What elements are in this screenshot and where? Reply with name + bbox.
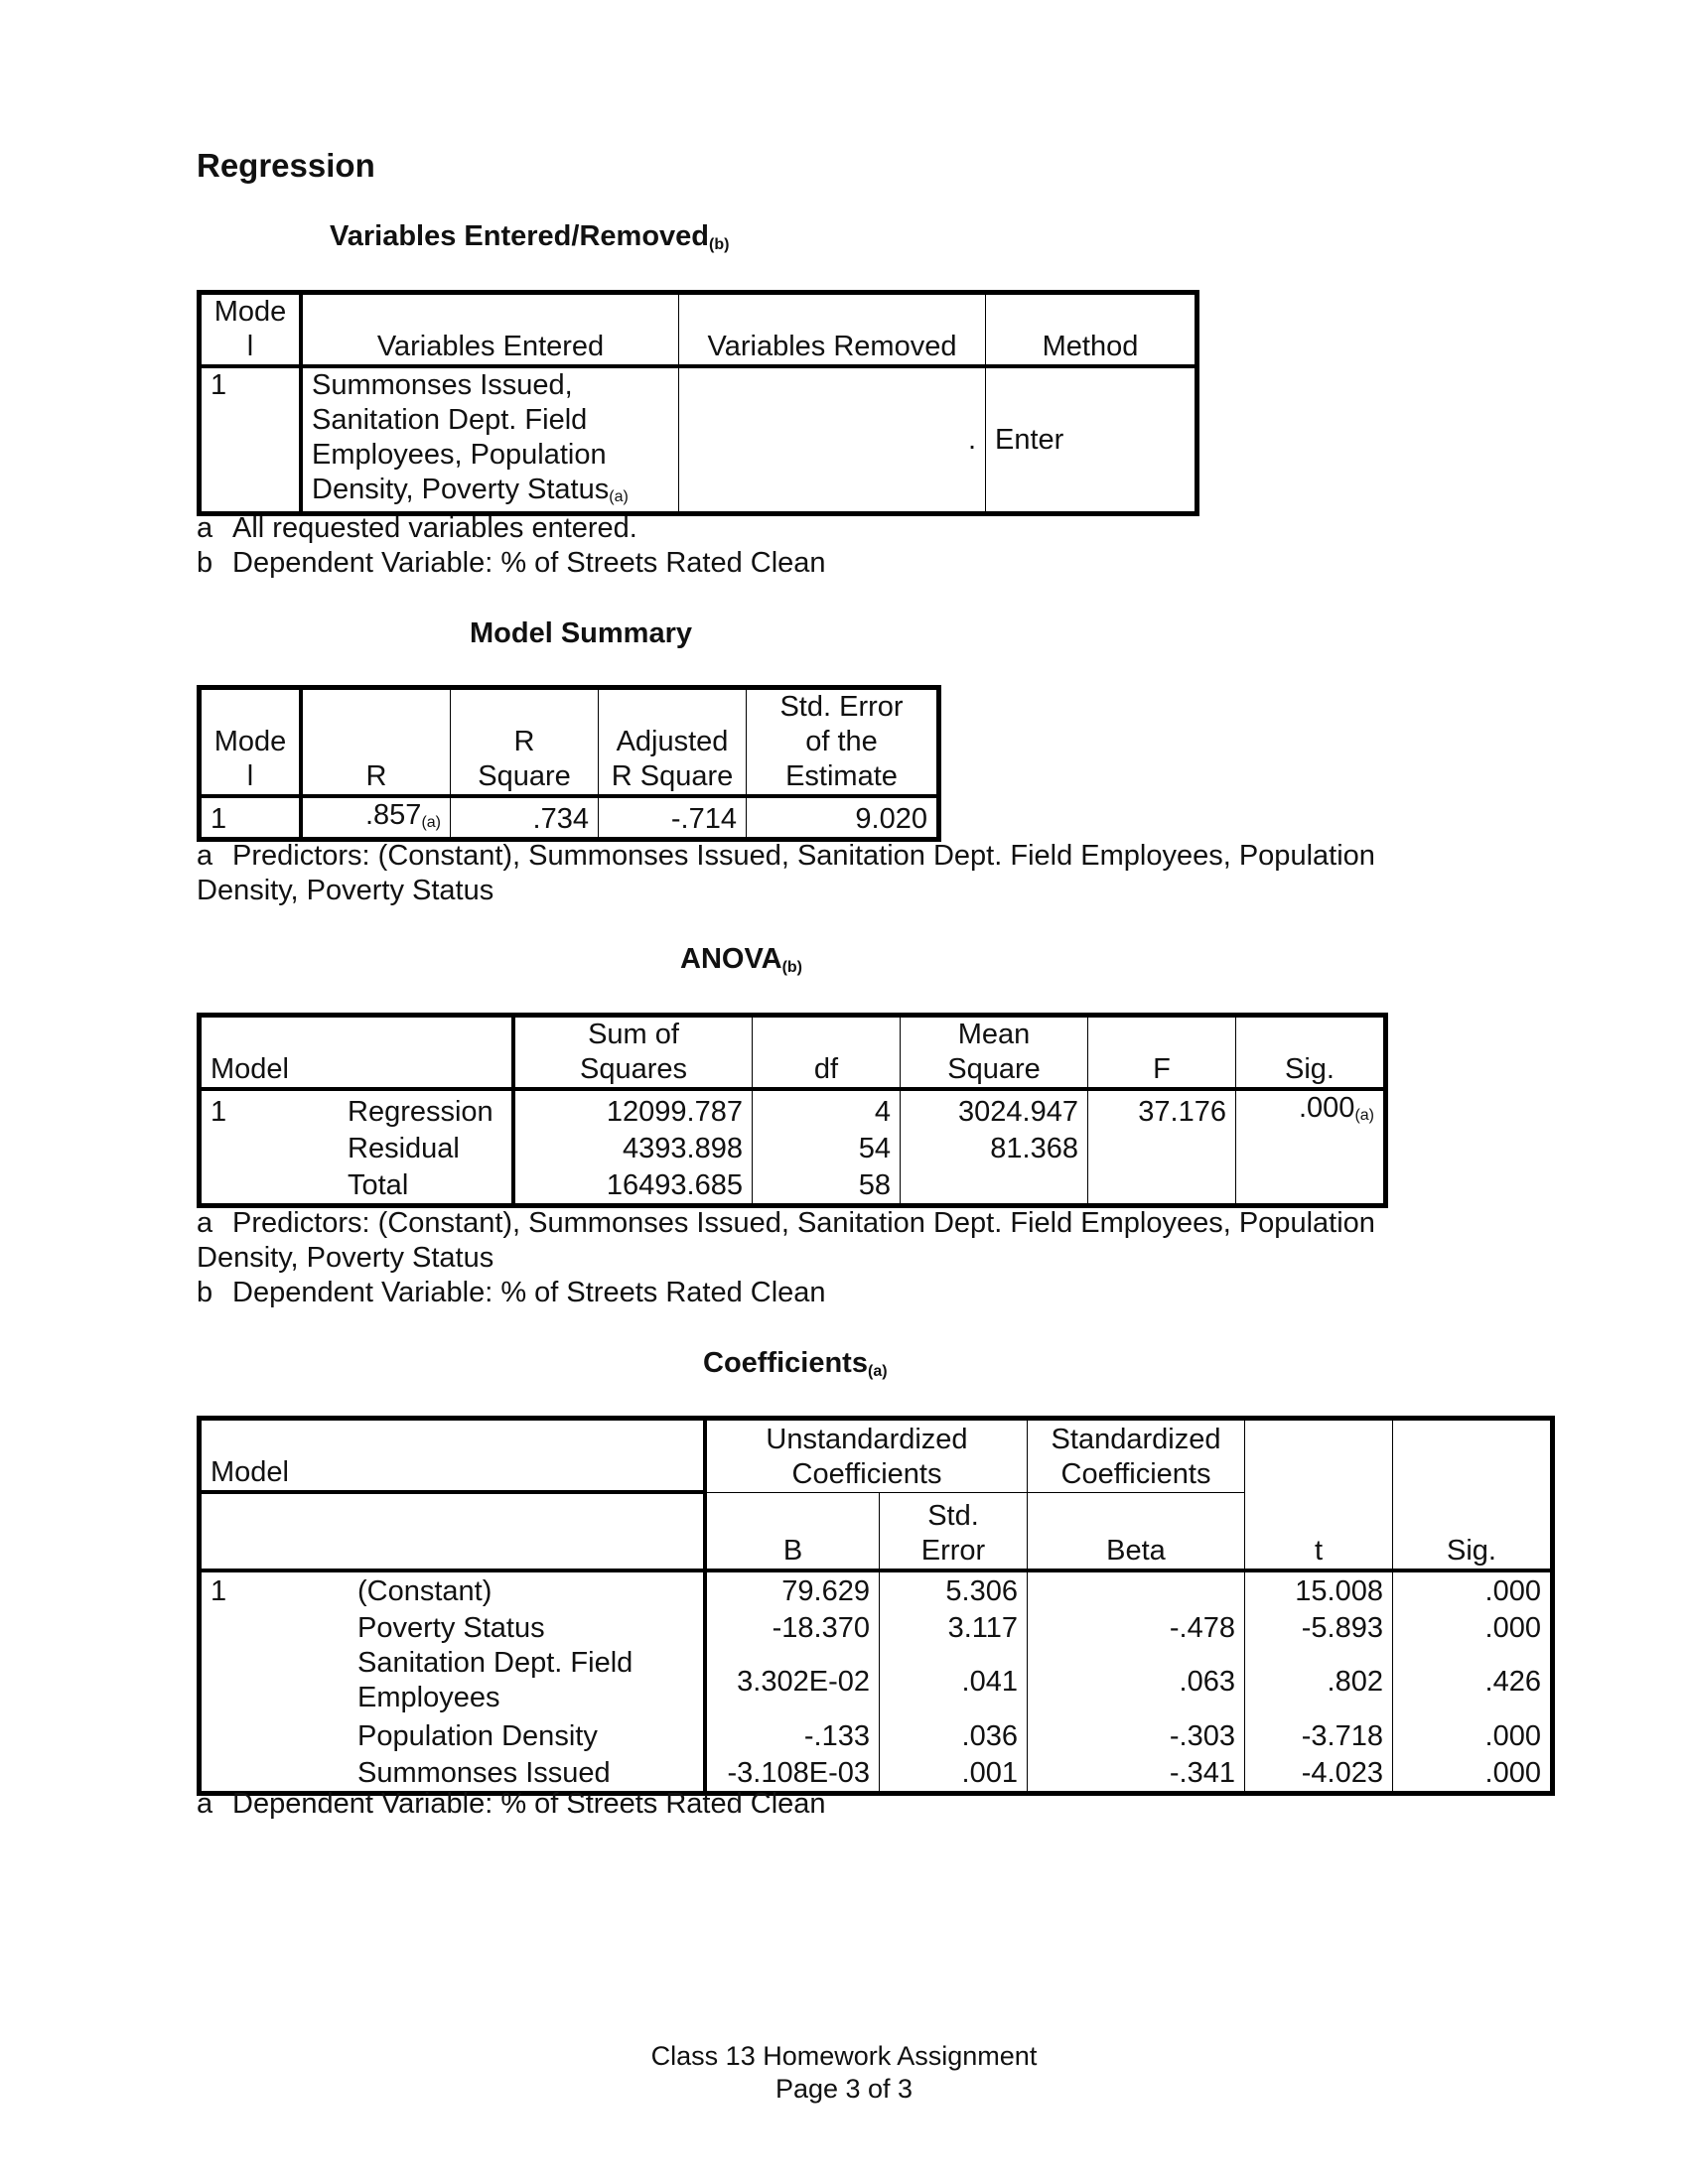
header-b: B <box>705 1492 880 1570</box>
model-summary-footnote: a Predictors: (Constant), Summonses Issued, Sanitation Dept. Field Employees, Population Density, Poverty Status <box>197 840 1375 906</box>
header-sig: Sig. <box>1393 1492 1553 1570</box>
model-number: 1 <box>200 1089 340 1130</box>
header-f: F <box>1088 1016 1236 1090</box>
f-residual <box>1088 1130 1236 1166</box>
row-label-constant: (Constant) <box>349 1570 705 1609</box>
model-spacer <box>200 1609 350 1646</box>
model-number: 1 <box>200 1570 350 1609</box>
method-cell: Enter <box>986 366 1197 514</box>
beta-poverty: -.478 <box>1028 1609 1245 1646</box>
page-footer <box>596 2040 1092 2106</box>
coefficients-footnote: a Dependent Variable: % of Streets Rated Clean <box>197 1788 826 1820</box>
anova-table <box>197 1013 1388 1208</box>
df-residual: 54 <box>753 1130 901 1166</box>
ss-regression: 12099.787 <box>513 1089 753 1130</box>
b-poverty: -18.370 <box>705 1609 880 1646</box>
model-spacer <box>200 1130 340 1166</box>
t-summonses: -4.023 <box>1245 1754 1393 1794</box>
variables-removed-cell: . <box>679 366 986 514</box>
coefficients-title-text: Coefficients <box>703 1347 868 1379</box>
anova-footnote-a: a Predictors: (Constant), Summonses Issued, Sanitation Dept. Field Employees, Population Density, Poverty Status <box>197 1207 1375 1274</box>
f-total <box>1088 1166 1236 1206</box>
footer-course: Class 13 Homework Assignment <box>650 2041 1038 2071</box>
header-t: t <box>1245 1492 1393 1570</box>
row-label-population: Population Density <box>349 1717 705 1754</box>
table-row <box>200 1166 1386 1206</box>
table-row <box>200 796 939 840</box>
header-model: Model <box>200 1419 706 1493</box>
header-sum-of-squares: Sum of Squares <box>513 1016 753 1090</box>
variables-footnote-a: a All requested variables entered. <box>197 512 637 544</box>
ms-residual: 81.368 <box>901 1130 1088 1166</box>
f-regression: 37.176 <box>1088 1089 1236 1130</box>
row-label-sanitation: Sanitation Dept. Field Employees <box>349 1646 705 1717</box>
header-unstandardized: Unstandardized Coefficients <box>705 1419 1028 1493</box>
sig-regression: .000(a) <box>1236 1089 1386 1130</box>
anova-title <box>680 943 802 976</box>
sig-sanitation: .426 <box>1393 1646 1553 1717</box>
coefficients-title-note: (a) <box>867 1363 888 1380</box>
sig-total <box>1236 1166 1386 1206</box>
b-sanitation: 3.302E-02 <box>705 1646 880 1717</box>
header-adjusted-r-square: Adjusted R Square <box>599 688 747 797</box>
variables-table <box>197 290 1199 516</box>
anova-title-text: ANOVA <box>680 943 782 975</box>
adjusted-r-square-value: -.714 <box>599 796 747 840</box>
header-sig-spacer <box>1393 1419 1553 1493</box>
r-value: .857(a) <box>301 796 451 840</box>
coefficients-title <box>703 1347 888 1380</box>
sig-poverty: .000 <box>1393 1609 1553 1646</box>
se-constant: 5.306 <box>880 1570 1028 1609</box>
model-summary-title: Model Summary <box>470 617 692 649</box>
variables-footnote-b: b Dependent Variable: % of Streets Rated Clean <box>197 547 826 579</box>
b-summonses: -3.108E-03 <box>705 1754 880 1794</box>
table-row <box>200 1717 1553 1754</box>
ss-total: 16493.685 <box>513 1166 753 1206</box>
header-r: R <box>301 688 451 797</box>
beta-population: -.303 <box>1028 1717 1245 1754</box>
row-label-total: Total <box>339 1166 513 1206</box>
section-title: Regression <box>197 147 375 184</box>
header-method: Method <box>986 293 1197 367</box>
ms-total <box>901 1166 1088 1206</box>
variables-table-title-text: Variables Entered/Removed <box>330 220 709 252</box>
header-model: Model <box>200 1016 514 1090</box>
b-constant: 79.629 <box>705 1570 880 1609</box>
table-header-row <box>200 293 1197 367</box>
ss-residual: 4393.898 <box>513 1130 753 1166</box>
se-population: .036 <box>880 1717 1028 1754</box>
table-header-row <box>200 1016 1386 1090</box>
row-label-summonses: Summonses Issued <box>349 1754 705 1794</box>
ms-regression: 3024.947 <box>901 1089 1088 1130</box>
header-model-spacer <box>200 1492 706 1570</box>
sig-summonses: .000 <box>1393 1754 1553 1794</box>
header-standardized: Standardized Coefficients <box>1028 1419 1245 1493</box>
variables-table-title <box>330 220 729 253</box>
t-population: -3.718 <box>1245 1717 1393 1754</box>
sig-constant: .000 <box>1393 1570 1553 1609</box>
header-std-error: Std. Error <box>880 1492 1028 1570</box>
df-total: 58 <box>753 1166 901 1206</box>
row-label-poverty: Poverty Status <box>349 1609 705 1646</box>
beta-summonses: -.341 <box>1028 1754 1245 1794</box>
table-row <box>200 1089 1386 1130</box>
std-error-value: 9.020 <box>747 796 939 840</box>
coefficients-table <box>197 1416 1555 1796</box>
beta-constant <box>1028 1570 1245 1609</box>
r-square-value: .734 <box>451 796 599 840</box>
row-label-regression: Regression <box>339 1089 513 1130</box>
table-row <box>200 1130 1386 1166</box>
table-header-row <box>200 688 939 797</box>
model-number: 1 <box>200 366 302 514</box>
se-summonses: .001 <box>880 1754 1028 1794</box>
t-constant: 15.008 <box>1245 1570 1393 1609</box>
se-poverty: 3.117 <box>880 1609 1028 1646</box>
row-label-residual: Residual <box>339 1130 513 1166</box>
table-header-row <box>200 1419 1553 1493</box>
b-population: -.133 <box>705 1717 880 1754</box>
model-spacer <box>200 1646 350 1717</box>
table-row <box>200 1570 1553 1609</box>
table-row <box>200 366 1197 514</box>
header-variables-entered: Variables Entered <box>301 293 679 367</box>
sig-residual <box>1236 1130 1386 1166</box>
table-header-row <box>200 1492 1553 1570</box>
model-number: 1 <box>200 796 302 840</box>
sig-population: .000 <box>1393 1717 1553 1754</box>
t-sanitation: .802 <box>1245 1646 1393 1717</box>
variables-entered-cell: Summonses Issued, Sanitation Dept. Field Employees, Population Density, Poverty Status(a) <box>301 366 679 514</box>
header-model: Mode l <box>200 293 302 367</box>
model-spacer <box>200 1717 350 1754</box>
header-model: Mode l <box>200 688 302 797</box>
variables-table-title-note: (b) <box>709 236 730 253</box>
df-regression: 4 <box>753 1089 901 1130</box>
header-df: df <box>753 1016 901 1090</box>
header-sig: Sig. <box>1236 1016 1386 1090</box>
t-poverty: -5.893 <box>1245 1609 1393 1646</box>
anova-title-note: (b) <box>781 959 803 976</box>
anova-footnote-b: b Dependent Variable: % of Streets Rated Clean <box>197 1277 826 1308</box>
header-t-spacer <box>1245 1419 1393 1493</box>
beta-sanitation: .063 <box>1028 1646 1245 1717</box>
se-sanitation: .041 <box>880 1646 1028 1717</box>
model-spacer <box>200 1166 340 1206</box>
table-row <box>200 1646 1553 1717</box>
table-row <box>200 1609 1553 1646</box>
header-beta: Beta <box>1028 1492 1245 1570</box>
header-r-square: R Square <box>451 688 599 797</box>
header-variables-removed: Variables Removed <box>679 293 986 367</box>
footer-page-number: Page 3 of 3 <box>774 2074 914 2104</box>
model-summary-table <box>197 685 941 842</box>
header-std-error: Std. Error of the Estimate <box>747 688 939 797</box>
header-mean-square: Mean Square <box>901 1016 1088 1090</box>
